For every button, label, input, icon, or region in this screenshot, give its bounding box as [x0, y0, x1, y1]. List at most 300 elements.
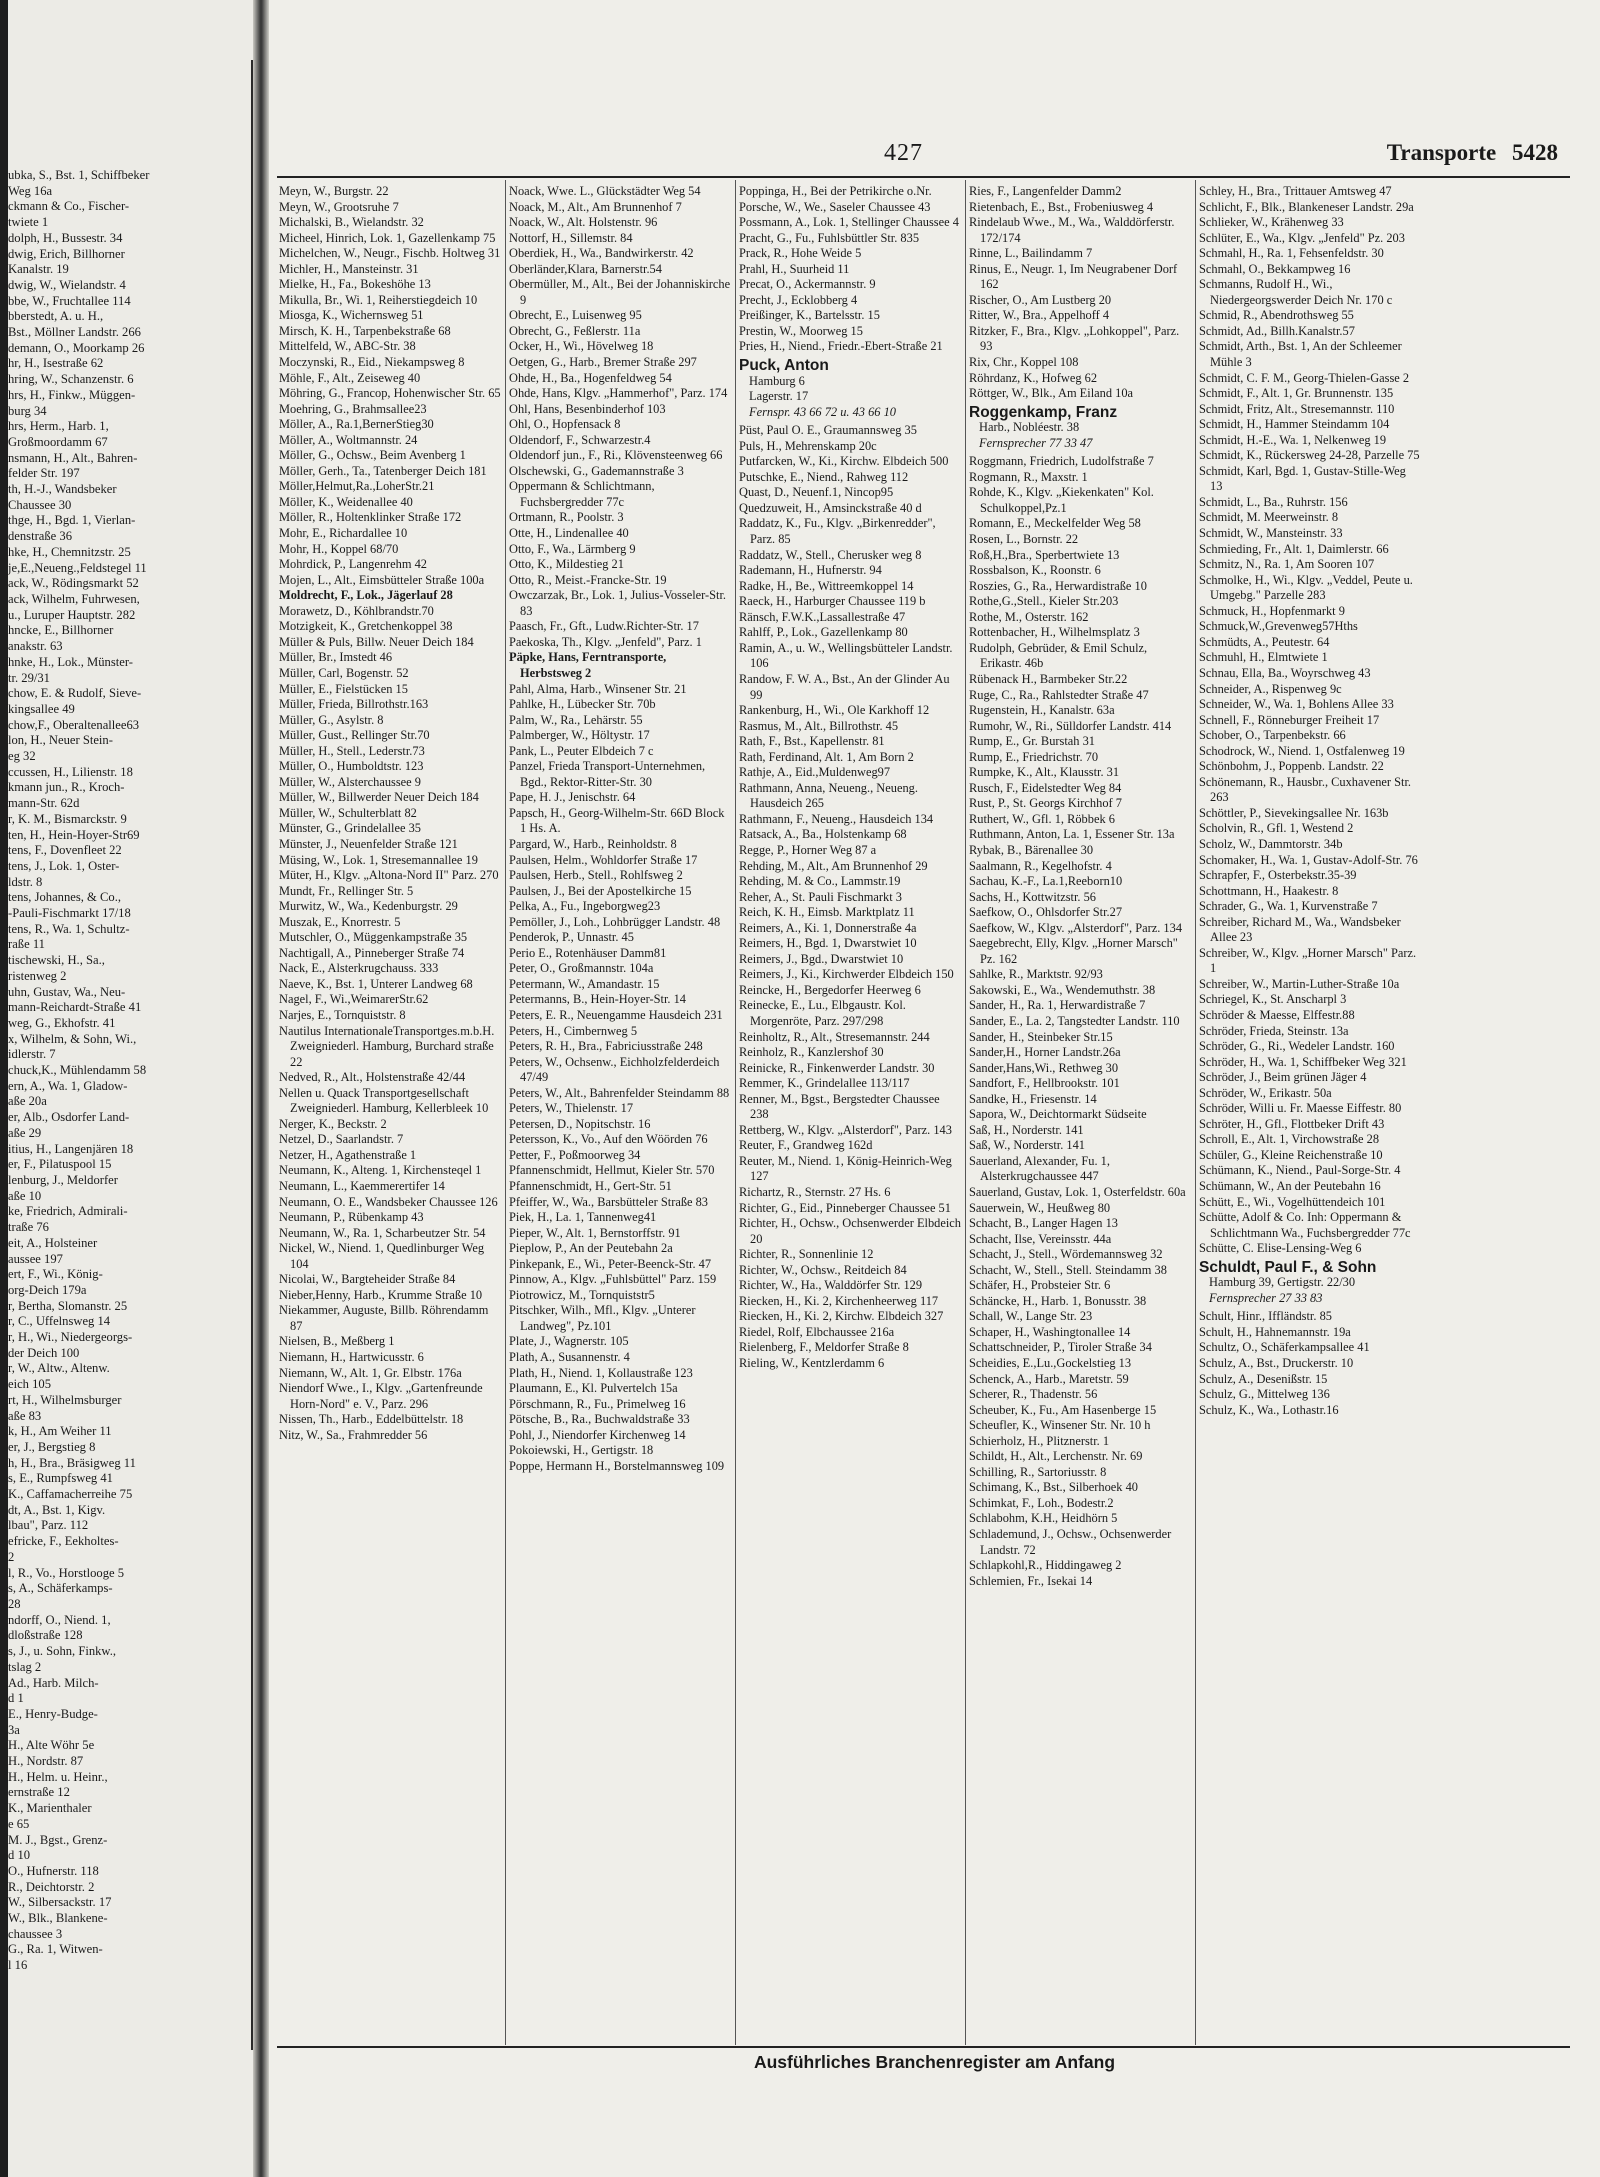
directory-entry: Möhring, G., Francop, Hohenwischer Str. 65 [279, 386, 501, 401]
directory-entry: Petermanns, B., Hein-Hoyer-Str. 14 [509, 992, 686, 1007]
directory-entry: Petersen, D., Nopitschstr. 16 [509, 1116, 651, 1131]
directory-entry: Schacht, J., Stell., Wördemannsweg 32 [969, 1247, 1163, 1262]
directory-entry: Rübenack H., Barmbeker Str.22 [969, 671, 1128, 686]
directory-entry: Ohde, H., Ba., Hogenfeldweg 54 [509, 370, 672, 385]
directory-entry: Rothe,G.,Stell., Kieler Str.203 [969, 594, 1119, 609]
directory-entry: Schmidt, W., Mansteinstr. 33 [1199, 526, 1343, 541]
directory-entry: Rybak, B., Bärenallee 30 [969, 842, 1094, 857]
directory-entry: Moldrecht, F., Lok., Jägerlauf 28 [279, 588, 453, 603]
left-page-line: e 65 [8, 1816, 30, 1831]
directory-entry: Schmolke, H., Wi., Klgv. „Veddel, Peute u. Umgebg." Parzelle 283 [1199, 572, 1413, 603]
directory-entry: Schmüdts, A., Peutestr. 64 [1199, 634, 1330, 649]
directory-entry: Mielke, H., Fa., Bokeshöhe 13 [279, 277, 431, 292]
directory-entry: Quedzuweit, H., Amsinckstraße 40 d [739, 500, 922, 515]
directory-entry: Poppe, Hermann H., Borstelmannsweg 109 [509, 1458, 725, 1473]
directory-entry: Neumann, P., Rübenkamp 43 [279, 1210, 424, 1225]
left-page-line: Kanalstr. 19 [8, 262, 69, 277]
directory-entry: Paasch, Fr., Gft., Ludw.Richter-Str. 17 [509, 619, 699, 634]
directory-entry: Rademann, H., Hufnerstr. 94 [739, 563, 882, 578]
directory-entry: Schmidt, H., Hammer Steindamm 104 [1199, 417, 1390, 432]
directory-entry: Schmahl, H., Ra. 1, Fehsenfeldstr. 30 [1199, 246, 1384, 261]
directory-entry: Möller,Helmut,Ra.,LoherStr.21 [279, 479, 435, 494]
left-page-line: thge, H., Bgd. 1, Vierlan- [8, 513, 136, 528]
directory-entry: Piek, H., La. 1, Tannenweg41 [509, 1210, 657, 1225]
left-page-line: O., Hufnerstr. 118 [8, 1863, 99, 1878]
directory-entry: Schilling, R., Sartoriusstr. 8 [969, 1464, 1107, 1479]
left-page-line: lenburg, J., Meldorfer [8, 1173, 118, 1187]
left-page-line: dwig, Erich, Billhorner [8, 246, 125, 261]
directory-entry: Saß, H., Norderstr. 141 [969, 1122, 1084, 1137]
directory-entry: Schönbohm, J., Poppenb. Landstr. 22 [1199, 759, 1384, 774]
left-page-line: bberstedt, A. u. H., [8, 309, 104, 324]
directory-entry: Michler, H., Mansteinstr. 31 [279, 261, 419, 276]
directory-entry: Schlieker, W., Krähenweg 33 [1199, 215, 1344, 230]
left-page-line: ernstraße 12 [8, 1785, 70, 1800]
directory-entry: Schley, H., Bra., Trittauer Amtsweg 47 [1199, 184, 1392, 198]
directory-column-4 [969, 184, 1191, 1589]
directory-entry: Ohde, Hans, Klgv. „Hammerhof", Parz. 174 [509, 386, 728, 401]
left-page-line: W., Silbersackstr. 17 [8, 1895, 112, 1910]
directory-entry: Rinne, L., Bailindamm 7 [969, 246, 1093, 261]
directory-entry: Niemann, W., Alt. 1, Gr. Elbstr. 176a [279, 1365, 462, 1380]
directory-entry: Schmahl, O., Bekkampweg 16 [1199, 261, 1351, 276]
left-page-line: dwig, W., Wielandstr. 4 [8, 277, 126, 292]
directory-entry: Pohl, J., Niendorfer Kirchenweg 14 [509, 1427, 686, 1442]
directory-entry: Müller, E., Fielstücken 15 [279, 681, 408, 696]
directory-entry: Rischer, O., Am Lustberg 20 [969, 292, 1112, 307]
left-page-line: aße 20a [8, 1094, 47, 1109]
page-number: 427 [884, 140, 923, 166]
directory-entry: Schnau, Ella, Ba., Woyrschweg 43 [1199, 665, 1371, 680]
left-page-line: lbau", Parz. 112 [8, 1518, 89, 1533]
left-page-line: G., Ra. 1, Witwen- [8, 1942, 103, 1957]
directory-entry: Nack, E., Alsterkrugchauss. 333 [279, 961, 439, 976]
directory-entry: Obrecht, E., Luisenweg 95 [509, 308, 642, 323]
directory-entry: Obermüller, M., Alt., Bei der Johanniskirche 9 [509, 277, 731, 307]
left-page-line: er, Alb., Osdorfer Land- [8, 1110, 130, 1125]
directory-entry: Sachs, H., Kottwitzstr. 56 [969, 889, 1096, 904]
footer-rule [277, 2046, 1570, 2048]
directory-entry: Roggmann, Friedrich, Ludolfstraße 7 [969, 454, 1154, 469]
directory-entry: Palmberger, W., Höltystr. 17 [509, 728, 650, 743]
directory-entry: Radke, H., Be., Wittreemkoppel 14 [739, 578, 914, 593]
directory-entry: Schulz, K., Wa., Lothastr.16 [1199, 1402, 1339, 1417]
directory-entry: Rogmann, R., Maxstr. 1 [969, 469, 1088, 484]
directory-entry: Schmidt, K., Rückersweg 24-28, Parzelle 75 [1199, 448, 1420, 463]
directory-entry: Reimers, H., Bgd. 1, Dwarstwiet 10 [739, 936, 917, 951]
left-page-line: ubka, S., Bst. 1, Schiffbeker [8, 168, 150, 182]
directory-entry: Schaper, H., Washingtonallee 14 [969, 1324, 1131, 1339]
left-page-line: l, R., Vo., Horstlooge 5 [8, 1565, 125, 1580]
directory-entry: Scherer, R., Thadenstr. 56 [969, 1387, 1098, 1402]
left-page-line: raße 11 [8, 937, 45, 952]
directory-entry: Reincke, H., Bergedorfer Heerweg 6 [739, 982, 921, 997]
directory-entry: Nieber,Henny, Harb., Krumme Straße 10 [279, 1287, 483, 1302]
directory-entry: Schütt, E., Wi., Vogelhüttendeich 101 [1199, 1194, 1386, 1209]
column-divider [1195, 180, 1196, 2045]
directory-entry: Schröder, Frieda, Steinstr. 13a [1199, 1023, 1349, 1038]
directory-entry: Muszak, E., Knorrestr. 5 [279, 914, 401, 929]
directory-entry: Schomaker, H., Wa. 1, Gustav-Adolf-Str. 76 [1199, 852, 1418, 867]
directory-entry: Pötsche, B., Ra., Buchwaldstraße 33 [509, 1412, 690, 1427]
directory-entry: Murwitz, W., Wa., Kedenburgstr. 29 [279, 899, 458, 914]
directory-entry: Schreiber, W., Martin-Luther-Straße 10a [1199, 976, 1400, 991]
left-page-line: kingsallee 49 [8, 701, 75, 716]
directory-entry: Pelka, A., Fu., Ingeborgweg23 [509, 899, 661, 914]
directory-entry: Prahl, H., Suurheid 11 [739, 261, 850, 276]
directory-entry: Paulsen, Helm., Wohldorfer Straße 17 [509, 852, 698, 867]
directory-entry: Ruthmann, Anton, La. 1, Essener Str. 13a [969, 827, 1175, 842]
left-page-line: ack, W., Rödingsmarkt 52 [8, 576, 139, 591]
directory-entry: Nissen, Th., Harb., Eddelbüttelstr. 18 [279, 1412, 464, 1427]
left-page-line: tens, F., Dovenfleet 22 [8, 843, 122, 858]
directory-entry: Rettberg, W., Klgv. „Alsterdorf", Parz. 143 [739, 1122, 952, 1137]
left-page-column [8, 168, 248, 1974]
directory-entry: Otto, R., Meist.-Francke-Str. 19 [509, 572, 667, 587]
directory-entry: Schottmann, H., Haakestr. 8 [1199, 883, 1339, 898]
directory-entry: Schacht, B., Langer Hagen 13 [969, 1216, 1118, 1231]
directory-entry: Rugenstein, H., Kanalstr. 63a [969, 703, 1115, 718]
directory-column-1 [279, 184, 501, 1443]
directory-entry: Plaumann, E., Kl. Pulvertelch 15a [509, 1381, 678, 1396]
directory-entry: Regge, P., Horner Weg 87 a [739, 842, 877, 857]
directory-entry: Schmieding, Fr., Alt. 1, Daimlerstr. 66 [1199, 541, 1389, 556]
directory-entry: Sander,Hans,Wi., Rethweg 30 [969, 1060, 1119, 1075]
directory-entry: Scholvin, R., Gfl. 1, Westend 2 [1199, 821, 1354, 836]
directory-entry: Schmidt, Karl, Bgd. 1, Gustav-Stille-Weg 13 [1199, 463, 1406, 494]
directory-entry: Ruge, C., Ra., Rahlstedter Straße 47 [969, 687, 1149, 702]
directory-entry: Michalski, B., Wielandstr. 32 [279, 215, 424, 230]
directory-entry: Rieling, W., Kentzlerdamm 6 [739, 1356, 885, 1371]
directory-entry: Possmann, A., Lok. 1, Stellinger Chaussee 4 [739, 215, 959, 230]
directory-entry: Richter, W., Ha., Walddörfer Str. 129 [739, 1278, 923, 1293]
directory-entry: Müter, H., Klgv. „Altona-Nord II" Parz. 270 [279, 868, 499, 883]
left-page-line: Weg 16a [8, 183, 53, 198]
directory-entry: Möller, A., Ra.1,BernerStieg30 [279, 417, 434, 432]
directory-entry: Palm, W., Ra., Lehärstr. 55 [509, 712, 643, 727]
directory-entry: Schlademund, J., Ochsw., Ochsenwerder Landstr. 72 [969, 1527, 1172, 1557]
left-page-line: r, W., Altw., Altenw. [8, 1361, 110, 1376]
directory-entry: Renner, M., Bgst., Bergstedter Chaussee 238 [739, 1091, 940, 1122]
directory-entry: Panzel, Frieda Transport-Unternehmen, Bgd., Rektor-Ritter-Str. 30 [509, 759, 706, 789]
directory-entry: Mittelfeld, W., ABC-Str. 38 [279, 339, 416, 354]
left-page-line: 28 [8, 1596, 21, 1611]
left-page-line: H., Nordstr. 87 [8, 1754, 84, 1769]
directory-entry: Precat, O., Ackermannstr. 9 [739, 277, 876, 292]
directory-entry: Rietenbach, E., Bst., Frobeniusweg 4 [969, 199, 1154, 214]
left-page-line: felder Str. 197 [8, 466, 80, 481]
directory-entry: Peters, W., Ochsenw., Eichholzfelderdeich 47/49 [509, 1054, 720, 1085]
directory-entry: Schrapfer, F., Osterbekstr.35-39 [1199, 868, 1357, 883]
left-page-line: s, J., u. Sohn, Finkw., [8, 1644, 116, 1659]
directory-entry: Rahlff, P., Lok., Gazellenkamp 80 [739, 625, 908, 640]
directory-entry: Müller, W., Schulterblatt 82 [279, 805, 417, 820]
advert-phone: Fernspr. 43 66 72 u. 43 66 10 [749, 404, 896, 419]
directory-entry: Reinholz, R., Kanzlershof 30 [739, 1045, 884, 1060]
directory-entry: Möller, A., Woltmannstr. 24 [279, 432, 418, 447]
directory-entry: Schall, W., Lange Str. 23 [969, 1309, 1093, 1324]
directory-entry: Nickel, W., Niend. 1, Quedlinburger Weg 104 [279, 1241, 485, 1271]
directory-entry: Schroll, E., Alt. 1, Virchowstraße 28 [1199, 1132, 1380, 1147]
directory-entry: Pieper, W., Alt. 1, Bernstorffstr. 91 [509, 1225, 681, 1240]
directory-entry: Nottorf, H., Sillemstr. 84 [509, 230, 633, 245]
directory-entry: Schümann, W., An der Peutebahn 16 [1199, 1179, 1381, 1193]
advert-entry [1199, 1260, 1421, 1307]
directory-entry: Rathmann, Anna, Neueng., Neueng. Hausdeich 265 [739, 780, 918, 811]
directory-entry: Micheel, Hinrich, Lok. 1, Gazellenkamp 75 [279, 230, 496, 245]
left-page-line: k, H., Am Weiher 11 [8, 1424, 112, 1439]
directory-entry: Ratsack, A., Ba., Holstenkamp 68 [739, 827, 907, 842]
left-page-fragment [8, 0, 253, 2177]
left-page-line: ern, A., Wa. 1, Gladow- [8, 1078, 128, 1093]
directory-entry: Mohr, H., Koppel 68/70 [279, 541, 399, 556]
left-page-line: uhn, Gustav, Wa., Neu- [8, 984, 126, 999]
directory-entry: Riecken, H., Ki. 2, Kirchw. Elbdeich 327 [739, 1309, 944, 1324]
directory-entry: Schodrock, W., Niend. 1, Ostfalenweg 19 [1199, 743, 1405, 758]
advert-address-line: Hamburg 39, Gertigstr. 22/30 [1209, 1275, 1356, 1290]
directory-entry: Ohl, O., Hopfensack 8 [509, 417, 621, 432]
directory-entry: Ritzker, F., Bra., Klgv. „Lohkoppel", Parz. 93 [969, 323, 1180, 354]
left-page-line: hrs, H., Finkw., Müggen- [8, 387, 136, 402]
directory-entry: Schmuck,W.,Grevenweg57Hths [1199, 619, 1358, 634]
directory-entry: Nellen u. Quack Transportgesellschaft Zweigniederl. Hamburg, Kellerbleek 10 [279, 1085, 489, 1116]
left-page-line: eich 105 [8, 1377, 52, 1392]
directory-entry: Rath, F., Bst., Kapellenstr. 81 [739, 734, 885, 749]
directory-entry: Scheuber, K., Fu., Am Hasenberge 15 [969, 1402, 1157, 1417]
directory-entry: Raeck, H., Harburger Chaussee 119 b [739, 594, 926, 609]
left-page-line: u., Luruper Hauptstr. 282 [8, 607, 136, 622]
directory-entry: Schmidt, H.-E., Wa. 1, Nelkenweg 19 [1199, 432, 1387, 447]
directory-entry: Meyn, W., Grootsruhe 7 [279, 199, 399, 214]
directory-entry: Schmidt, C. F. M., Georg-Thielen-Gasse 2 [1199, 370, 1410, 385]
directory-entry: Rasmus, M., Alt., Billrothstr. 45 [739, 718, 899, 733]
directory-entry: Schütte, C. Elise-Lensing-Weg 6 [1199, 1241, 1362, 1256]
directory-entry: Pape, H. J., Jenischstr. 64 [509, 790, 636, 805]
directory-entry: Neumann, L., Kaemmerertifer 14 [279, 1179, 445, 1193]
page-footer: Ausführliches Branchenregister am Anfang [753, 2052, 1116, 2072]
directory-entry: Müller, G., Asylstr. 8 [279, 712, 384, 727]
directory-entry: Mohrdick, P., Langenrehm 42 [279, 557, 427, 572]
directory-entry: Schult, Hinr., Iffländstr. 85 [1199, 1309, 1332, 1324]
left-page-line: bbe, W., Fruchtallee 114 [8, 293, 131, 308]
left-page-line: 2 [8, 1549, 15, 1564]
directory-entry: Schacht, Ilse, Vereinsstr. 44a [969, 1231, 1112, 1246]
directory-entry: Sander, H., Ra. 1, Herwardistraße 7 [969, 998, 1146, 1013]
left-page-line: r, K. M., Bismarckstr. 9 [8, 811, 127, 826]
left-page-line: ccussen, H., Lilienstr. 18 [8, 764, 133, 779]
left-page-line: burg 34 [8, 403, 47, 418]
left-page-line: ckmann & Co., Fischer- [8, 199, 130, 214]
directory-entry: Putschke, E., Niend., Rahweg 112 [739, 469, 909, 484]
left-page-line: ack, Wilhelm, Fuhrwesen, [8, 591, 140, 606]
left-page-line: th, H.-J., Wandsbeker [8, 482, 117, 497]
directory-entry: Narjes, E., Tornquiststr. 8 [279, 1007, 406, 1022]
left-page-line: tischewski, H., Sa., [8, 953, 105, 968]
directory-entry: Pfannenschmidt, Hellmut, Kieler Str. 570 [509, 1163, 715, 1178]
directory-entry: Mirsch, K. H., Tarpenbekstraße 68 [279, 323, 451, 338]
directory-entry: Möller, Gerh., Ta., Tatenberger Deich 181 [279, 463, 487, 478]
directory-entry: Schäfer, H., Probsteier Str. 6 [969, 1278, 1111, 1293]
left-page-line: eg 32 [8, 749, 36, 764]
directory-entry: Precht, J., Ecklobberg 4 [739, 292, 858, 307]
advert-entry [739, 358, 961, 420]
directory-entry: Schriegel, K., St. Anscharpl 3 [1199, 992, 1347, 1007]
advert-company-name: Puck, Anton [739, 357, 829, 375]
directory-entry: Ries, F., Langenfelder Damm2 [969, 184, 1122, 198]
directory-entry: Reinholtz, R., Alt., Stresemannstr. 244 [739, 1029, 930, 1044]
left-page-line: K., Marienthaler [8, 1801, 92, 1816]
directory-entry: Richter, H., Ochsw., Ochsenwerder Elbdeich 20 [739, 1216, 962, 1246]
directory-entry: Meyn, W., Burgstr. 22 [279, 184, 389, 198]
directory-entry: Rindelaub Wwe., M., Wa., Walddörferstr. 172/174 [969, 215, 1175, 245]
directory-entry: Morawetz, D., Köhlbrandstr.70 [279, 603, 434, 618]
left-page-line: dloßstraße 128 [8, 1628, 83, 1643]
left-page-line: der Deich 100 [8, 1345, 80, 1360]
advert-address-line: Lagerstr. 17 [749, 389, 809, 404]
directory-entry: Schierholz, H., Plitznerstr. 1 [969, 1433, 1110, 1448]
directory-entry: Möhle, F., Alt., Zeiseweg 40 [279, 370, 421, 385]
directory-entry: Münster, J., Neuenfelder Straße 121 [279, 836, 458, 851]
directory-entry: Mojen, L., Alt., Eimsbütteler Straße 100a [279, 572, 485, 587]
directory-entry: Schober, O., Tarpenbekstr. 66 [1199, 728, 1346, 743]
directory-entry: Müller, W., Billwerder Neuer Deich 184 [279, 790, 479, 805]
left-page-line: r, H., Wi., Niedergeorgs- [8, 1330, 133, 1345]
directory-entry: Reuter, M., Niend. 1, König-Heinrich-Weg 127 [739, 1153, 952, 1184]
directory-entry: Rosen, L., Bornstr. 22 [969, 532, 1079, 547]
directory-entry: Otte, H., Lindenallee 40 [509, 526, 629, 541]
left-page-line: K., Caffamacherreihe 75 [8, 1487, 133, 1502]
directory-entry: Oldendorf, F., Schwarzestr.4 [509, 432, 651, 447]
directory-entry: Peters, R. H., Bra., Fabriciusstraße 248 [509, 1039, 703, 1054]
directory-entry: Peter, O., Großmannstr. 104a [509, 961, 654, 976]
page-header [269, 140, 1600, 176]
advert-phone: Fernsprecher 77 33 47 [979, 435, 1093, 450]
directory-entry: Pfannenschmidt, H., Gert-Str. 51 [509, 1179, 672, 1193]
left-page-line: idlerstr. 7 [8, 1047, 56, 1062]
directory-entry: Müller & Puls, Billw. Neuer Deich 184 [279, 634, 474, 649]
directory-entry: Richter, G., Eid., Pinneberger Chaussee 51 [739, 1200, 951, 1215]
section-title [1377, 140, 1558, 166]
directory-entry: Schönemann, R., Hausbr., Cuxhavener Str. 263 [1199, 774, 1411, 805]
directory-entry: Paulsen, J., Bei der Apostelkirche 15 [509, 883, 692, 898]
directory-entry: Schmidt, Ad., Billh.Kanalstr.57 [1199, 323, 1355, 338]
directory-entry: Saalmann, R., Kegelhofstr. 4 [969, 858, 1112, 873]
directory-entry: Rumpke, K., Alt., Klausstr. 31 [969, 765, 1120, 780]
left-page-line: s, A., Schäferkamps- [8, 1581, 113, 1596]
left-page-line: chow, E. & Rudolf, Sieve- [8, 686, 142, 701]
directory-entry: Schröder & Maesse, Elffestr.88 [1199, 1007, 1355, 1022]
directory-entry: Schreiber, Richard M., Wa., Wandsbeker Allee 23 [1199, 914, 1401, 945]
book-gutter [253, 0, 269, 2177]
directory-entry: Schröder, Willi u. Fr. Maesse Eiffestr. 80 [1199, 1101, 1402, 1116]
left-page-line: ristenweg 2 [8, 968, 67, 983]
directory-entry: Nautilus InternationaleTransportges.m.b.H. Zweigniederl. Hamburg, Burchard straße 22 [279, 1023, 495, 1069]
left-page-line: W., Blk., Blankene- [8, 1911, 108, 1926]
directory-entry: Müsing, W., Lok. 1, Stresemannallee 19 [279, 852, 478, 867]
directory-entry: Scheufler, K., Winsener Str. Nr. 10 h [969, 1418, 1151, 1433]
directory-entry: Sauerland, Alexander, Fu. 1, Alsterkrugchaussee 447 [969, 1153, 1110, 1184]
left-page-line: anakstr. 63 [8, 639, 63, 654]
directory-entry: Schröder, G., Ri., Wedeler Landstr. 160 [1199, 1039, 1395, 1054]
left-page-line: org-Deich 179a [8, 1282, 87, 1297]
directory-entry: Paekoska, Th., Klgv. „Jenfeld", Parz. 1 [509, 634, 702, 649]
directory-entry: Nitz, W., Sa., Frahmredder 56 [279, 1427, 428, 1442]
directory-entry: Schmidt, F., Alt. 1, Gr. Brunnenstr. 135 [1199, 386, 1394, 401]
directory-entry: Pargard, W., Harb., Reinholdstr. 8 [509, 836, 677, 851]
directory-entry: Ohl, Hans, Besenbinderhof 103 [509, 401, 666, 416]
directory-entry: Schimang, K., Bst., Silberhoek 40 [969, 1480, 1138, 1495]
left-page-line: hnke, H., Lok., Münster- [8, 654, 133, 669]
directory-entry: Rinus, E., Neugr. 1, Im Neugrabener Dorf 162 [969, 261, 1178, 292]
left-page-line: -Pauli-Fischmarkt 17/18 [8, 906, 131, 921]
directory-entry: Sapora, W., Deichtormarkt Südseite [969, 1107, 1147, 1122]
directory-entry: Reuter, F., Grandweg 162d [739, 1138, 873, 1153]
directory-entry: Rump, E., Friedrichstr. 70 [969, 749, 1099, 764]
header-rule [277, 176, 1570, 178]
directory-entry: Rielenberg, F., Meldorfer Straße 8 [739, 1340, 909, 1355]
directory-entry: Quast, D., Neuenf.1, Nincop95 [739, 485, 894, 500]
directory-entry: Nicolai, W., Bargteheider Straße 84 [279, 1272, 456, 1287]
directory-entry: Schultz, O., Schäferkampsallee 41 [1199, 1340, 1370, 1355]
directory-entry: Müller, H., Stell., Lederstr.73 [279, 743, 425, 758]
directory-entry: Miosga, K., Wichernsweg 51 [279, 308, 424, 323]
left-page-line: M. J., Bgst., Grenz- [8, 1832, 108, 1847]
directory-entry: Sander,H., Horner Landstr.26a [969, 1045, 1121, 1060]
left-page-line: x, Wilhelm, & Sohn, Wi., [8, 1031, 137, 1046]
directory-entry: Reimers, J., Bgd., Dwarstwiet 10 [739, 951, 904, 966]
directory-entry: Petermann, W., Amandastr. 15 [509, 976, 660, 991]
directory-entry: Rust, P., St. Georgs Kirchhof 7 [969, 796, 1122, 811]
directory-entry: Sauerland, Gustav, Lok. 1, Osterfeldstr. 60a [969, 1185, 1186, 1199]
left-page-line: E., Henry-Budge- [8, 1706, 98, 1721]
directory-entry: Pokoiewski, H., Gertigstr. 18 [509, 1443, 654, 1458]
directory-entry: Scholz, W., Dammtorstr. 34b [1199, 836, 1343, 851]
directory-entry: Schrader, G., Wa. 1, Kurvenstraße 7 [1199, 899, 1378, 914]
directory-entry: Reher, A., St. Pauli Fischmarkt 3 [739, 889, 902, 904]
left-page-line: r, C., Uffelnsweg 14 [8, 1314, 111, 1329]
directory-entry: Michelchen, W., Neugr., Fischb. Holtweg 31 [279, 246, 501, 261]
section-name: Transporte [1386, 140, 1497, 165]
directory-entry: Oberdiek, H., Wa., Bandwirkerstr. 42 [509, 246, 694, 261]
directory-entry: Saß, W., Norderstr. 141 [969, 1138, 1085, 1153]
directory-entry: Schacht, W., Stell., Stell. Steindamm 38 [969, 1262, 1167, 1277]
directory-entry: Roß,H.,Bra., Sperbertwiete 13 [969, 547, 1120, 562]
directory-entry: Niemann, H., Hartwicusstr. 6 [279, 1350, 424, 1365]
column-divider [505, 180, 506, 2045]
directory-entry: Moehring, G., Brahmsallee23 [279, 401, 427, 416]
directory-entry: Penderok, P., Unnastr. 45 [509, 930, 634, 945]
directory-entry: Paulsen, Herb., Stell., Rohlfsweg 2 [509, 868, 683, 883]
directory-entry: Plath, A., Susannenstr. 4 [509, 1350, 630, 1365]
directory-entry: Schröder, W., Erikastr. 50a [1199, 1085, 1332, 1100]
directory-entry: Pfeiffer, W., Wa., Barsbütteler Straße 83 [509, 1194, 709, 1209]
directory-entry: Schümann, K., Niend., Paul-Sorge-Str. 4 [1199, 1163, 1401, 1178]
directory-entry: Ramin, A., u. W., Wellingsbütteler Landstr. 106 [739, 640, 953, 671]
directory-entry: Plath, H., Niend. 1, Kollaustraße 123 [509, 1365, 693, 1380]
left-page-line: lon, H., Neuer Stein- [8, 733, 113, 748]
left-page-line: traße 76 [8, 1220, 49, 1235]
directory-entry: Pitschker, Wilh., Mfl., Klgv. „Unterer Landweg", Pz.101 [509, 1303, 696, 1333]
directory-entry: Müller, O., Humboldtstr. 123 [279, 759, 424, 774]
left-page-line: hrs, Herm., Harb. 1, [8, 419, 109, 434]
left-page-line: ldstr. 8 [8, 874, 43, 889]
directory-entry: Schulz, A., Bst., Druckerstr. 10 [1199, 1356, 1354, 1371]
directory-entry: Petter, F., Poßmoorweg 34 [509, 1147, 641, 1162]
left-page-line: tens, J., Lok. 1, Oster- [8, 858, 120, 873]
left-page-line: hr, H., Isestraße 62 [8, 356, 104, 371]
directory-entry: Niekammer, Auguste, Billb. Röhrendamm 87 [279, 1303, 489, 1333]
left-page-line: rt, H., Wilhelmsburger [8, 1392, 122, 1407]
